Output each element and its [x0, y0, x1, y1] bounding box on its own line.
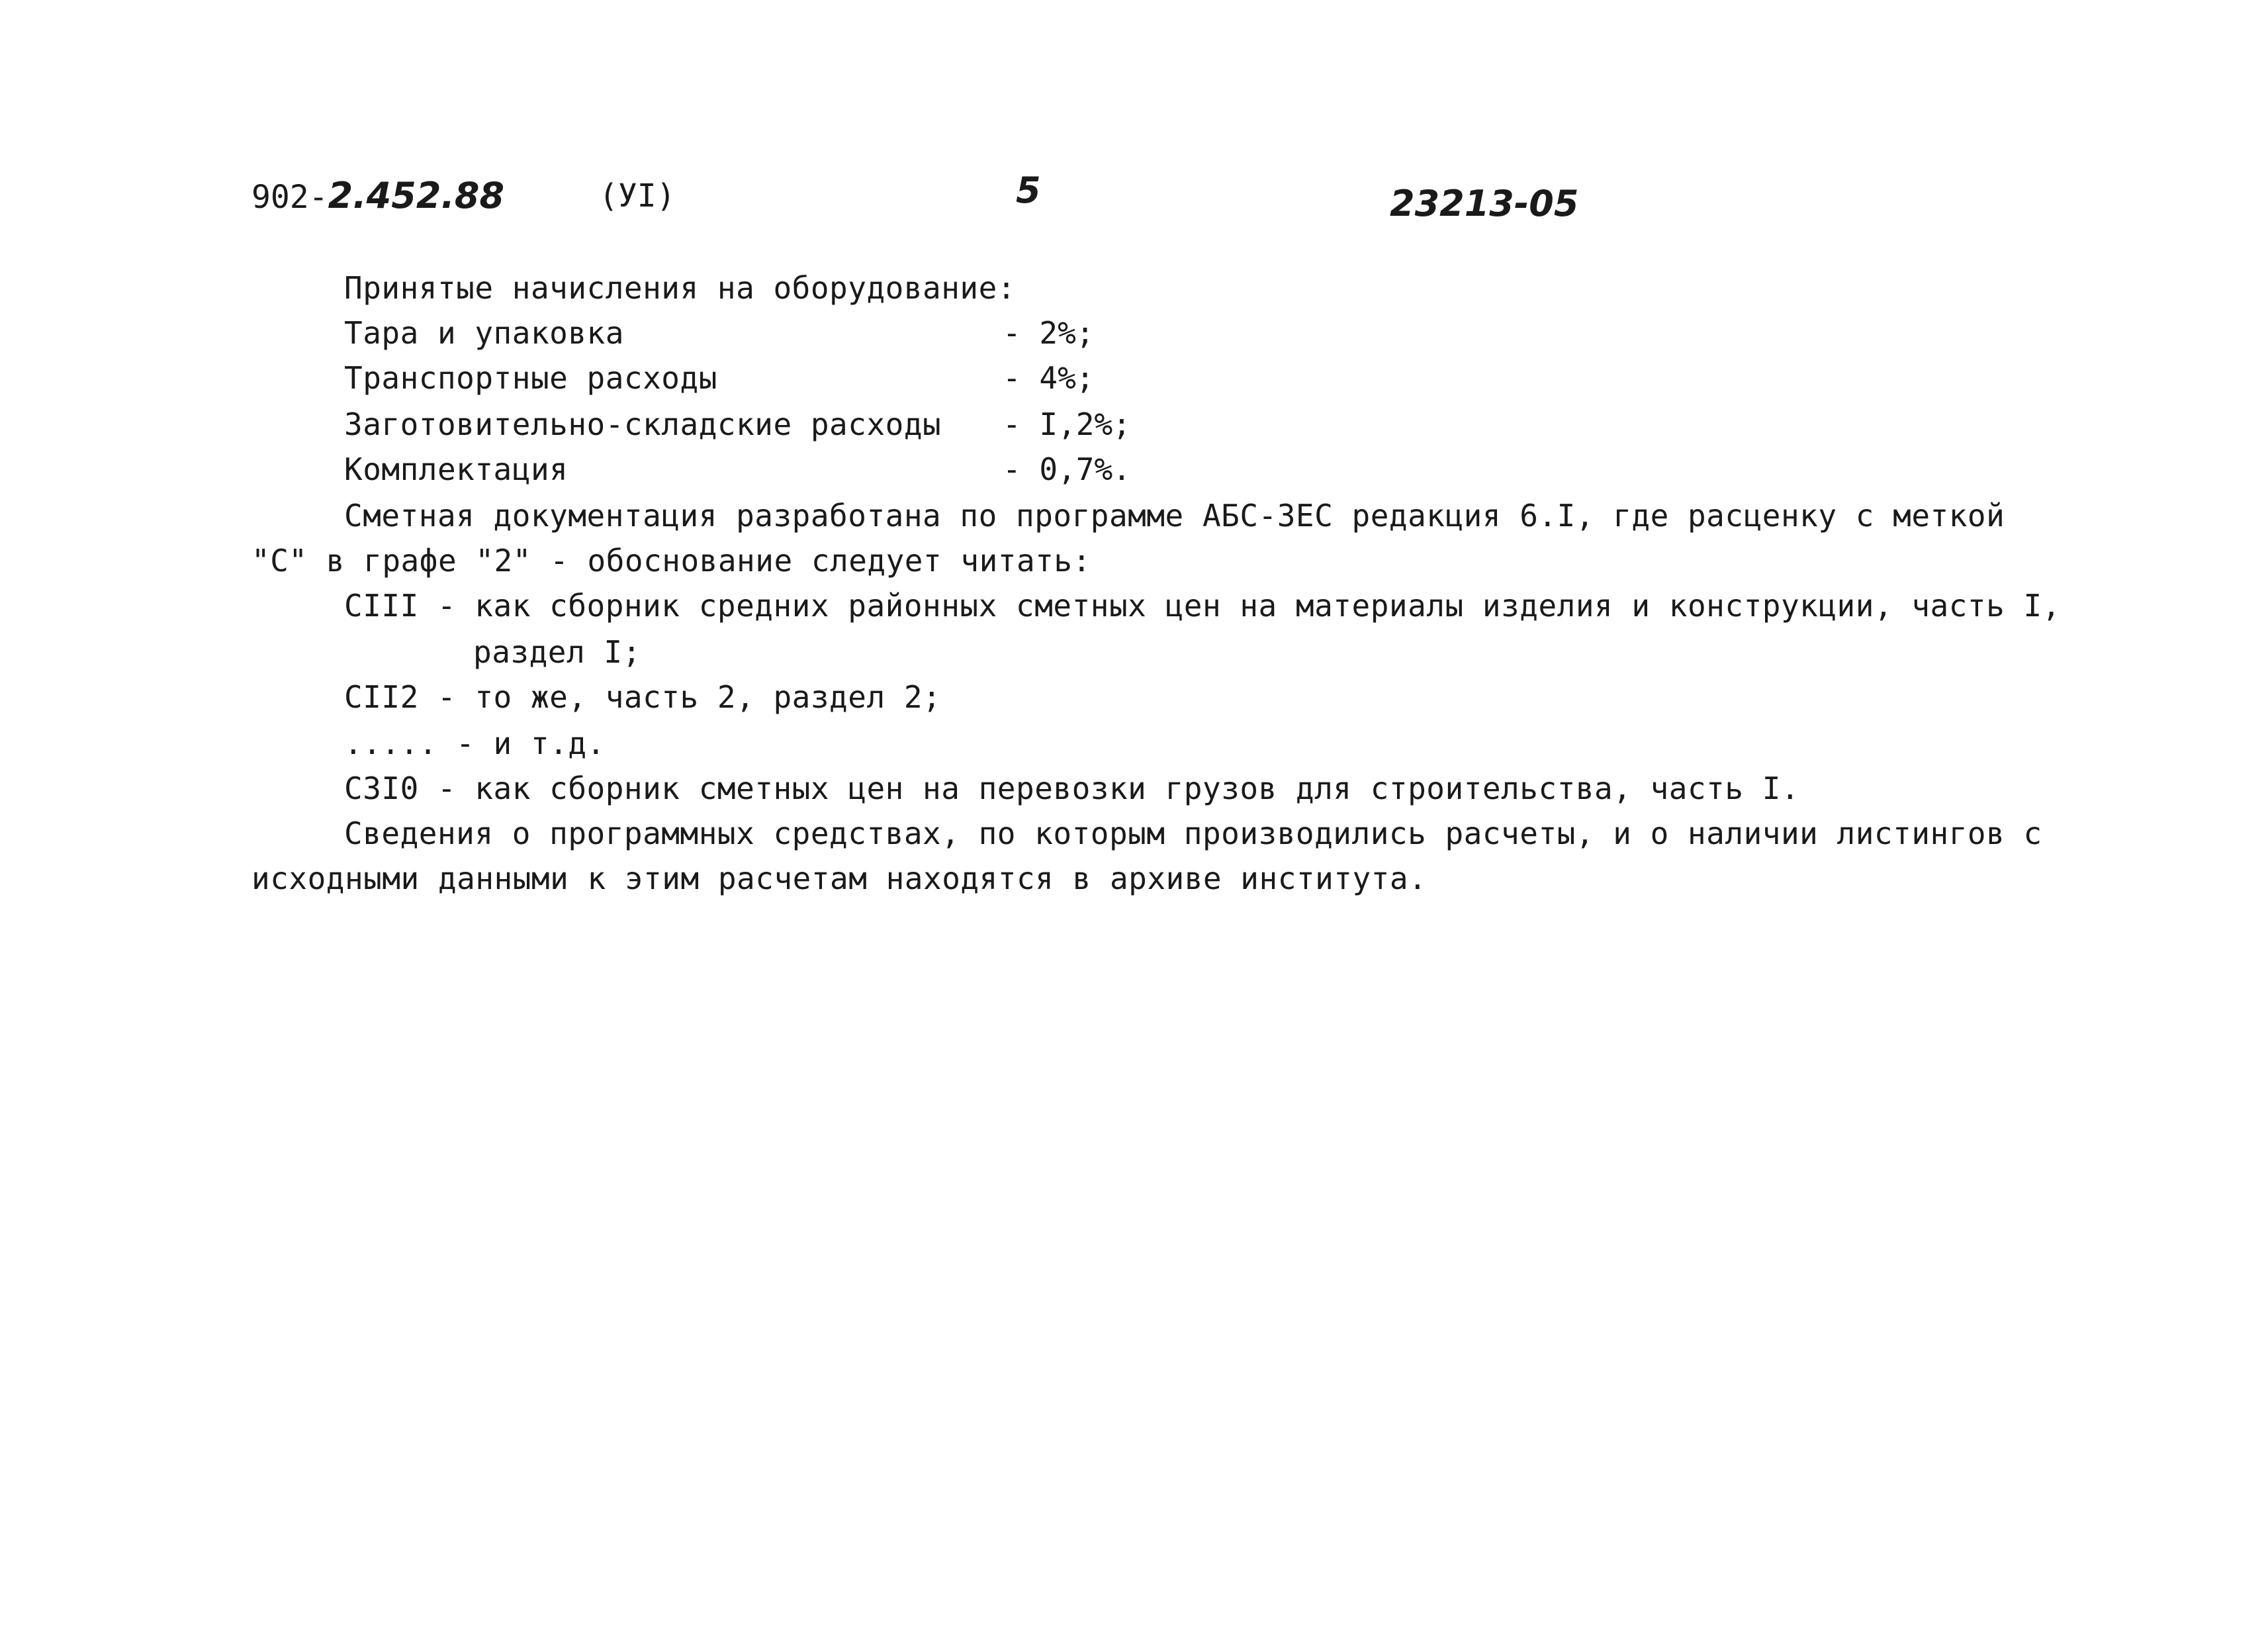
- surcharge-value: - I,2%;: [1003, 406, 1131, 442]
- surcharge-value: - 2%;: [1003, 315, 1095, 351]
- document-code-prefix: 902-: [251, 179, 328, 216]
- surcharges-title: Принятые начисления на оборудование:: [344, 270, 1016, 306]
- c111-line-1: CIII - как сборник средних районных сметных цен на материалы изделия и конструкции, часть I,: [344, 588, 2061, 624]
- c310-line: C3I0 - как сборник сметных цен на перевозки грузов для строительства, часть I.: [344, 771, 1800, 806]
- surcharge-label: Тара и упаковка: [344, 315, 624, 351]
- c112-line: CII2 - то же, часть 2, раздел 2;: [344, 679, 942, 715]
- surcharge-label: Комплектация: [344, 451, 568, 487]
- surcharge-label: Заготовительно-складские расходы: [344, 406, 942, 442]
- paragraph-software-line-1: Сведения о программных средствах, по которым производились расчеты, и о наличии листингов с: [344, 816, 2042, 851]
- volume-label: (УI): [599, 177, 676, 214]
- etc-line: ..... - и т.д.: [344, 726, 606, 761]
- document-code-handwritten: 2.452.88: [328, 175, 505, 216]
- surcharge-label: Транспортные расходы: [344, 360, 717, 396]
- c111-line-2: раздел I;: [473, 634, 641, 670]
- document-code: [251, 176, 504, 217]
- surcharge-value: - 4%;: [1003, 360, 1095, 396]
- inventory-number: 23213-05: [1390, 183, 1579, 224]
- paragraph-software-line-2: исходными данными к этим расчетам находятся в архиве института.: [251, 861, 1428, 896]
- paragraph-estimate-line-2: "С" в графе "2" - обоснование следует читать:: [251, 543, 1091, 579]
- paragraph-estimate-line-1: Сметная документация разработана по программе АБС-ЗЕС редакция 6.I, где расценку с меткой: [344, 498, 2005, 534]
- page-number: 5: [1016, 169, 1041, 211]
- surcharge-value: - 0,7%.: [1003, 451, 1131, 487]
